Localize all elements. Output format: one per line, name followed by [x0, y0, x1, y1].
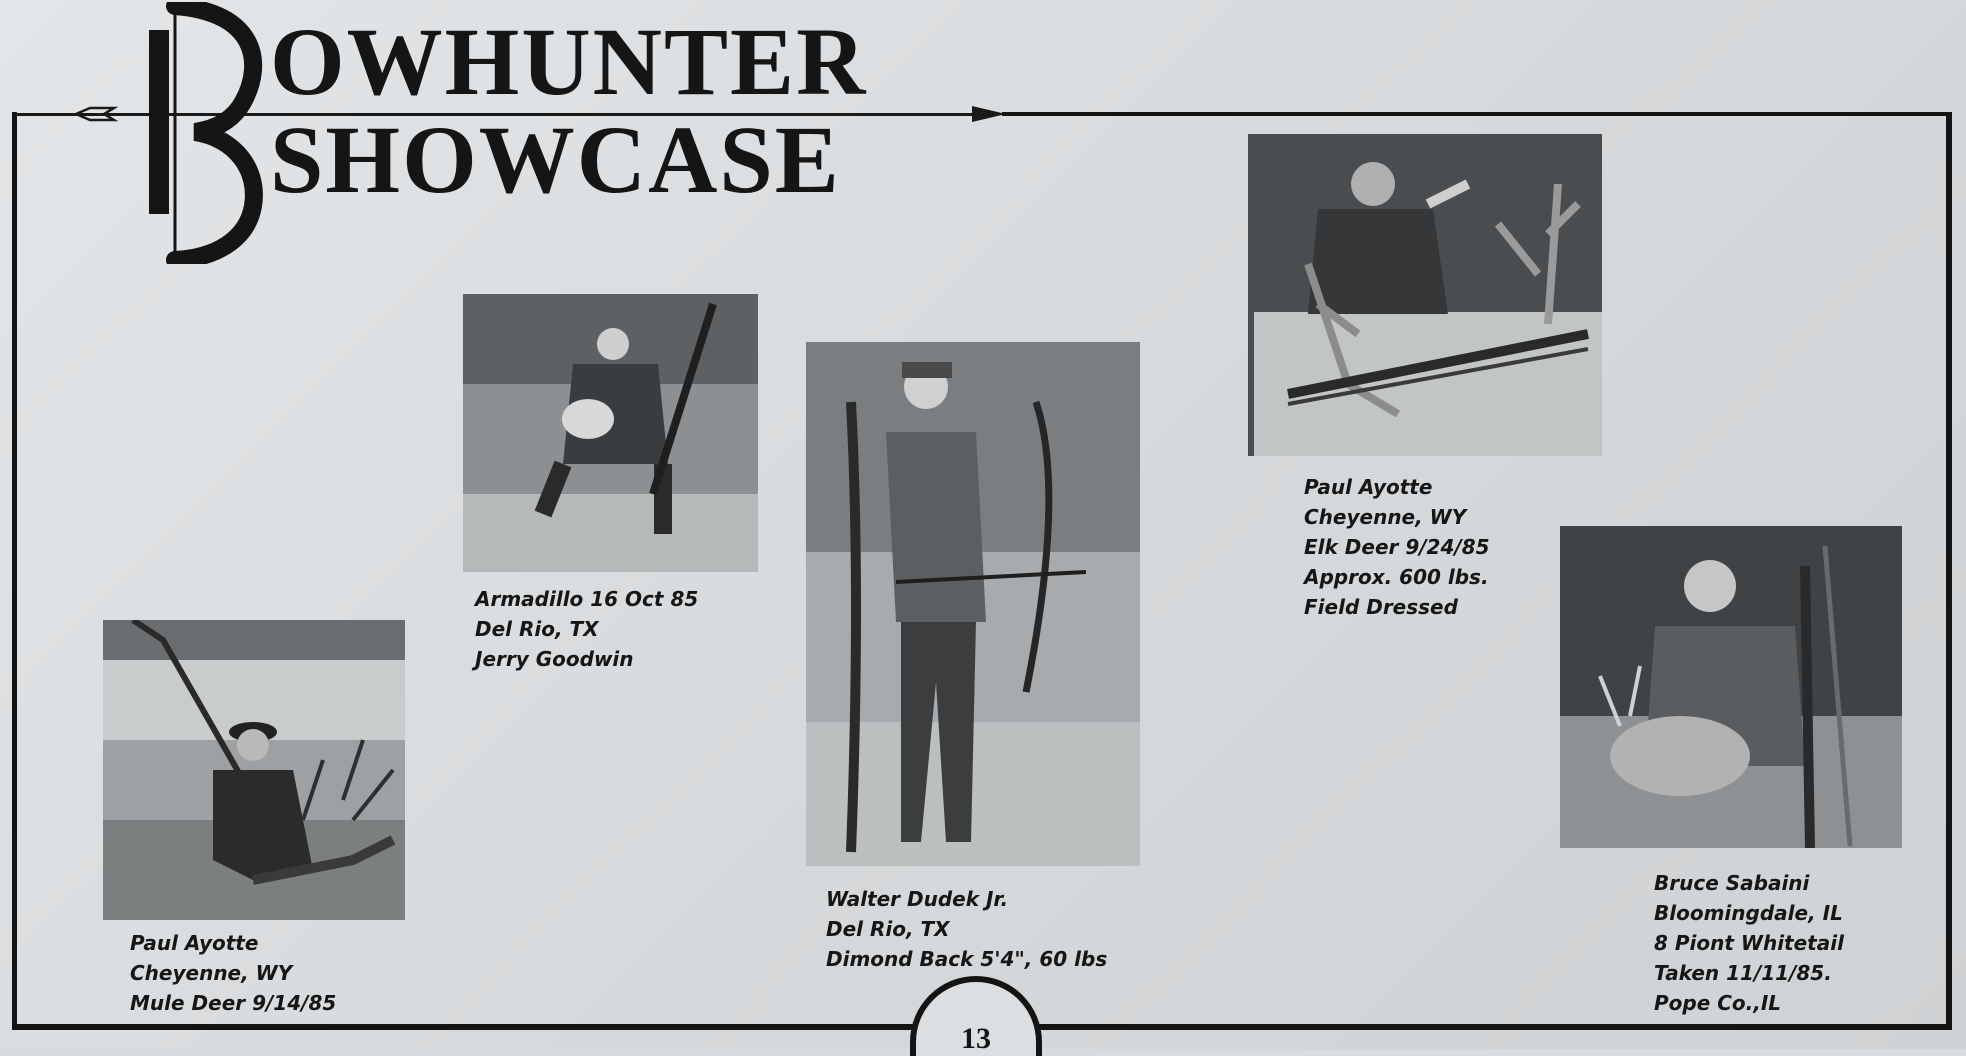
title-line2: SHOWCASE [270, 106, 841, 213]
frame-right [1946, 112, 1952, 1030]
caption-line: Paul Ayotte [1304, 475, 1433, 499]
frame-top [1002, 112, 1952, 116]
caption-line: Walter Dudek Jr. [826, 887, 1009, 911]
caption-line: Bruce Sabaini [1654, 871, 1810, 895]
photo-elk [1248, 134, 1602, 456]
photo-armadillo [463, 294, 758, 572]
hunter-whitetail-photo-icon [1560, 526, 1902, 848]
caption-line: Taken 11/11/85. [1654, 961, 1832, 985]
hunter-elk-photo-icon [1248, 134, 1602, 456]
caption-elk [1304, 472, 1490, 622]
caption-line: Paul Ayotte [130, 931, 259, 955]
caption-armadillo [475, 584, 698, 674]
caption-mule-deer [130, 928, 336, 1018]
caption-line: 8 Piont Whitetail [1654, 931, 1844, 955]
page-number: 13 [961, 1022, 991, 1055]
photo-whitetail [1560, 526, 1902, 848]
caption-line: Approx. 600 lbs. [1304, 565, 1489, 589]
hunter-rattlesnake-photo-icon [806, 342, 1140, 866]
caption-rattlesnake [826, 884, 1107, 974]
caption-line: Pope Co.,IL [1654, 991, 1782, 1015]
caption-line: Cheyenne, WY [130, 961, 293, 985]
bow-letter-logo [135, 2, 265, 264]
caption-line: Bloomingdale, IL [1654, 901, 1843, 925]
caption-line: Jerry Goodwin [475, 647, 634, 671]
caption-line: Dimond Back 5'4", 60 lbs [826, 947, 1108, 971]
caption-line: Del Rio, TX [826, 917, 950, 941]
caption-line: Del Rio, TX [475, 617, 599, 641]
hunter-mule-deer-photo-icon [103, 620, 405, 920]
photo-rattlesnake [806, 342, 1140, 866]
caption-line: Cheyenne, WY [1304, 505, 1467, 529]
photo-mule-deer [103, 620, 405, 920]
frame-left [12, 112, 17, 1030]
caption-line: Field Dressed [1304, 595, 1458, 619]
hunter-armadillo-photo-icon [463, 294, 758, 572]
title-line1-text: OWHUNTER [270, 8, 868, 115]
title-line1 [270, 8, 868, 115]
caption-line: Armadillo 16 Oct 85 [475, 587, 699, 611]
caption-whitetail [1654, 868, 1844, 1018]
caption-line: Mule Deer 9/14/85 [130, 991, 337, 1015]
caption-line: Elk Deer 9/24/85 [1304, 535, 1490, 559]
